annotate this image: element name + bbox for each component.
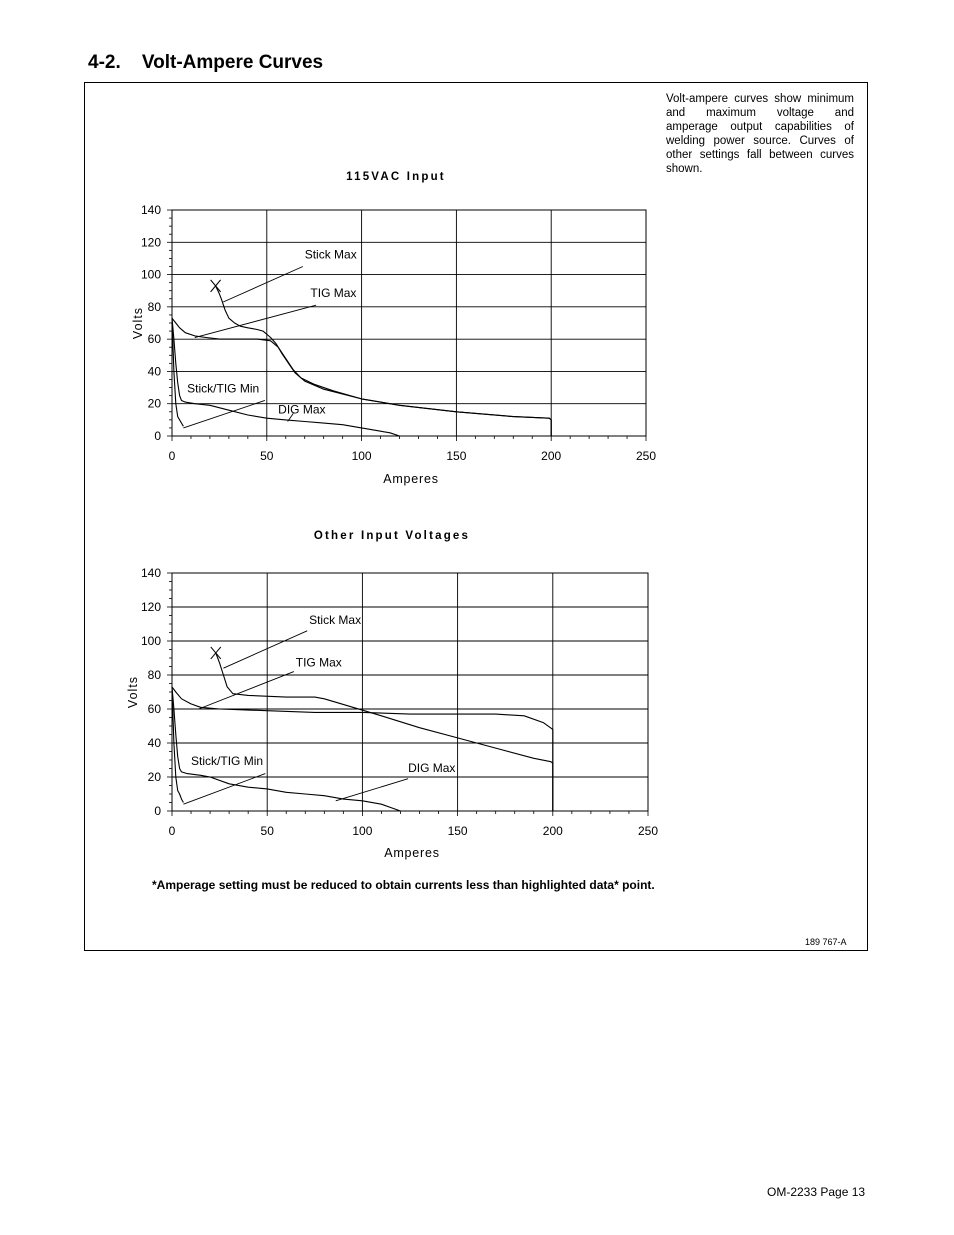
plot-area bbox=[172, 210, 646, 436]
y-tick-label: 40 bbox=[147, 736, 161, 750]
chart-title: Other Input Voltages bbox=[313, 530, 471, 542]
figure-id: 189 767-A bbox=[805, 937, 847, 947]
y-tick-label: 80 bbox=[147, 299, 161, 314]
x-tick-label: 200 bbox=[541, 449, 562, 463]
annotation-label: Stick Max bbox=[304, 247, 357, 262]
x-tick-label: 50 bbox=[260, 824, 274, 838]
annotation-label: DIG Max bbox=[408, 760, 456, 775]
y-tick-label: 100 bbox=[140, 634, 161, 648]
y-tick-label: 60 bbox=[147, 702, 161, 716]
x-tick-label: 100 bbox=[352, 824, 373, 838]
x-tick-label: 150 bbox=[446, 449, 467, 463]
x-tick-label: 250 bbox=[637, 824, 659, 838]
annotation-label: Stick Max bbox=[309, 613, 362, 627]
y-tick-label: 100 bbox=[140, 267, 161, 282]
page-number: OM-2233 Page 13 bbox=[767, 1185, 866, 1199]
x-tick-label: 250 bbox=[635, 449, 657, 463]
series-stick-max-line bbox=[216, 286, 552, 436]
y-tick-label: 0 bbox=[154, 429, 161, 443]
x-tick-label: 200 bbox=[542, 824, 563, 838]
chart-1 bbox=[131, 171, 656, 486]
annotation-leader bbox=[195, 305, 316, 337]
y-tick-label: 0 bbox=[154, 804, 161, 818]
annotation-leader bbox=[199, 672, 294, 709]
y-tick-label: 120 bbox=[140, 600, 161, 614]
section-number: 4-2. bbox=[88, 52, 121, 73]
annotation-leader bbox=[336, 779, 408, 801]
intro-text: Volt-ampere curves show minimum and maximum voltage and amperage output capabilities of welding power source. Curves of other settings fall between curves shown. bbox=[666, 93, 854, 175]
x-axis-label: Amperes bbox=[384, 846, 440, 860]
x-axis-label: Amperes bbox=[383, 472, 439, 486]
y-tick-label: 80 bbox=[147, 668, 161, 682]
plot-area bbox=[172, 573, 648, 811]
y-axis-label: Volts bbox=[131, 306, 145, 340]
x-tick-label: 0 bbox=[168, 449, 176, 463]
chart-title: 115VAC Input bbox=[346, 171, 446, 183]
annotation-label: TIG Max bbox=[295, 655, 342, 670]
chart-2 bbox=[126, 530, 658, 860]
y-tick-label: 20 bbox=[147, 770, 161, 784]
y-tick-label: 60 bbox=[147, 332, 161, 347]
annotation-label: Stick/TIG Min bbox=[191, 754, 264, 769]
annotation-leader bbox=[183, 400, 265, 427]
series-stick-tig-min-line bbox=[172, 687, 401, 811]
x-tick-label: 150 bbox=[447, 824, 468, 838]
x-tick-label: 0 bbox=[168, 824, 176, 838]
y-tick-label: 20 bbox=[147, 396, 161, 411]
y-axis-label: Volts bbox=[126, 675, 140, 709]
annotation-leader bbox=[223, 631, 307, 668]
x-tick-label: 100 bbox=[351, 449, 372, 463]
series-stick-tig-min-line bbox=[172, 318, 400, 436]
annotation-leader bbox=[223, 267, 303, 303]
y-tick-label: 120 bbox=[140, 235, 161, 250]
annotation-label: TIG Max bbox=[310, 286, 357, 301]
series-stick-max-line bbox=[216, 653, 553, 811]
annotation-label: Stick/TIG Min bbox=[187, 381, 260, 396]
footnote: *Amperage setting must be reduced to obtain currents less than highlighted data* point. bbox=[152, 878, 655, 892]
section-heading: Volt-Ampere Curves bbox=[141, 52, 324, 73]
y-tick-label: 40 bbox=[147, 364, 161, 379]
annotation-label: DIG Max bbox=[278, 402, 326, 417]
y-tick-label: 140 bbox=[140, 566, 161, 580]
y-tick-label: 140 bbox=[140, 203, 161, 217]
annotation-leader bbox=[183, 774, 265, 805]
x-tick-label: 50 bbox=[260, 449, 274, 463]
